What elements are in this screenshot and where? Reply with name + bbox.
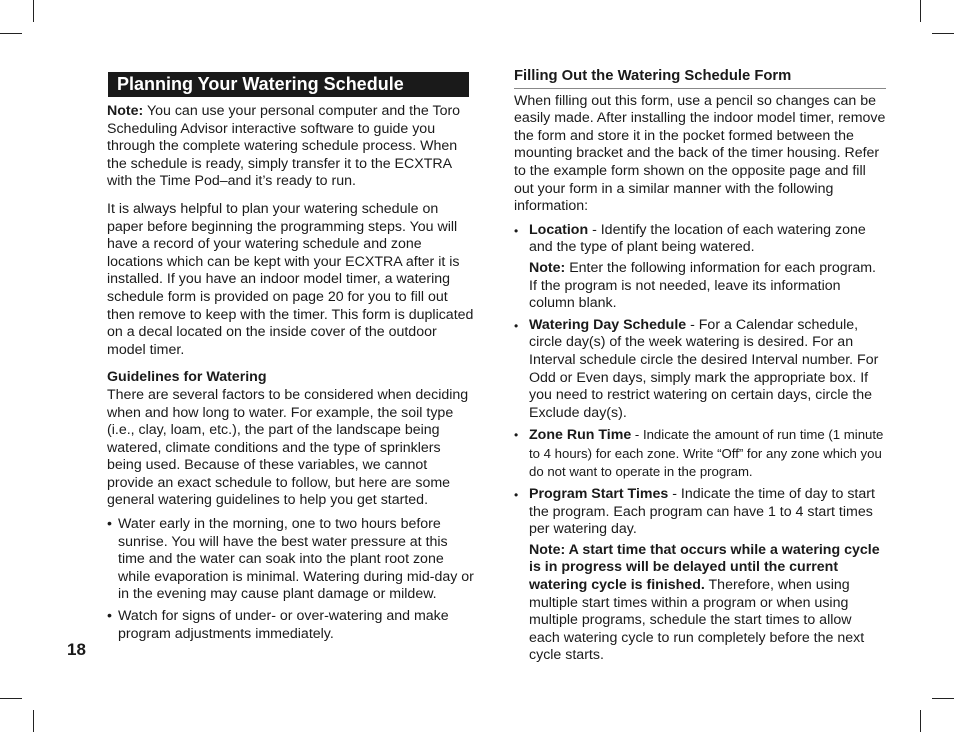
guidelines-list bbox=[107, 516, 474, 643]
form-items-list bbox=[514, 222, 886, 665]
list-item: • Water early in the morning, one to two hours before sunrise. You will have the best water pressure at this time and the water can soak into the plant root zone while evaporation is minimal. Watering during mid-day or in the evening may cause plant damage or mildew. bbox=[107, 516, 474, 603]
guidelines-heading: Guidelines for Watering bbox=[107, 369, 267, 386]
location-note: Note: Enter the following information for each program. If the program is not needed, leave its information column blank. bbox=[529, 259, 876, 312]
right-column bbox=[514, 68, 886, 669]
form-intro: When filling out this form, use a pencil so changes can be easily made. After installing the indoor model timer, remove the form and store it in the pocket formed between the mounting bracket and the back of the timer housing. Refer to the example form shown on the opposite page and fill out your form in a similar manner with the following information: bbox=[514, 92, 886, 215]
note-label: Note: bbox=[107, 103, 144, 119]
note-paragraph bbox=[107, 103, 474, 191]
start-times-note: Note: A start time that occurs while a watering cycle is in progress will be delayed until the current watering cycle is finished. Therefore, when using multiple start times within a program or when using multiple programs, schedule the start times to allow each watering cycle to run completely before the next cycle starts. bbox=[529, 541, 880, 664]
left-column bbox=[107, 72, 474, 647]
note-text: You can use your personal computer and the Toro Scheduling Advisor interactive software to guide you through the complete watering schedule process. When the schedule is ready, simply transfer it to the ECXTRA with the Time Pod–and it’s ready to run. bbox=[107, 103, 461, 190]
list-item-location: • Location - Identify the location of each watering zone and the type of plant being watered. Note: Enter the following information for each program. If the program is not needed, leave its information column blank. bbox=[514, 222, 886, 313]
planning-paragraph: It is always helpful to plan your watering schedule on paper before beginning the programming steps. You will have a record of your watering schedule and zone locations which can be kept with your ECXTRA after it is installed. If you have an indoor model timer, a watering schedule form is provided on page 20 for you to fill out then remove to keep with the timer. This form is duplicated on a decal located on the inside cover of the outdoor model timer. bbox=[107, 200, 474, 358]
page-number: 18 bbox=[67, 640, 86, 659]
list-item-watering-day: • Watering Day Schedule - For a Calendar schedule, circle day(s) of the week watering is desired. For an Interval schedule circle the desired Interval number. For Odd or Even days, simply mark the appropriate box. If you need to restrict watering on certain days, circle the Exclude day(s). bbox=[514, 316, 879, 421]
list-item: • Watch for signs of under- or over-watering and make program adjustments immediately. bbox=[107, 608, 449, 642]
guidelines-paragraph: There are several factors to be considered when deciding when and how long to water. For example, the soil type (i.e., clay, loam, etc.), the part of the landscape being watered, climate conditions and the type of sprinklers being used. Because of these variables, we cannot provide an exact schedule to follow, but here are some general watering guidelines to help you get started. bbox=[107, 386, 469, 509]
list-item-zone-run-time: • Zone Run Time - Indicate the amount of run time (1 minute to 4 hours) for each zone. Write “Off” for any zone which you do not want to operate in the program. bbox=[514, 427, 884, 480]
list-item-program-start: • Program Start Times - Indicate the time of day to start the program. Each program can have 1 to 4 start times per watering day. Note: A start time that occurs while a watering cycle is in progress will be delayed until the current watering cycle is finished. Therefore, when using multiple start times within a program or when using multiple programs, schedule the start times to allow each watering cycle to run completely before the next cycle starts. bbox=[514, 486, 886, 665]
section-banner: Planning Your Watering Schedule bbox=[108, 72, 469, 97]
form-heading: Filling Out the Watering Schedule Form bbox=[514, 68, 886, 89]
